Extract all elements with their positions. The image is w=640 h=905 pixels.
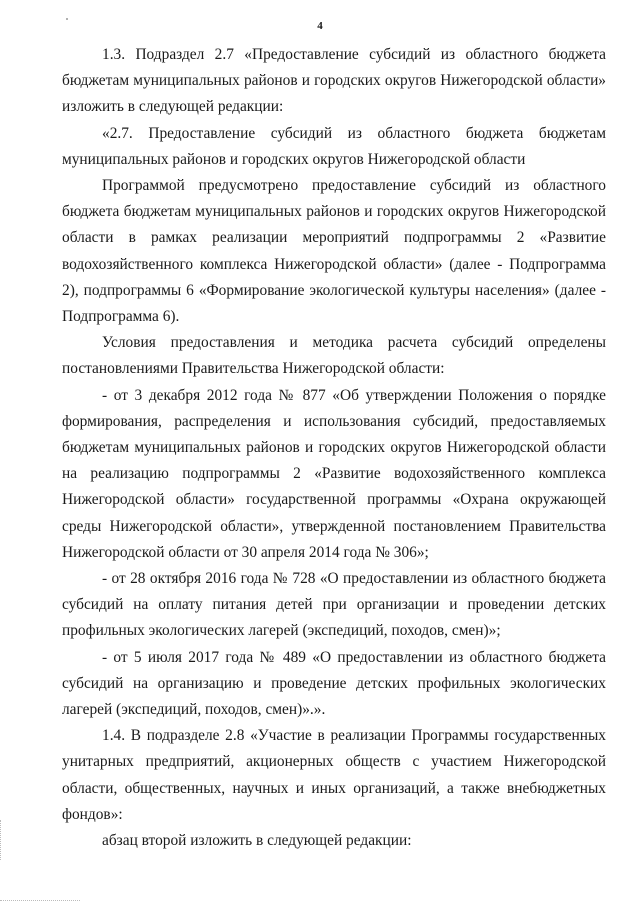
paragraph-second-para: абзац второй изложить в следующей редакции: <box>102 832 412 850</box>
list-item-decree-489: - от 5 июля 2017 года № 489 «О предоставлении из областного бюджета субсидий на организацию и проведение детских профильных экологических лагерей (экспедиций, походов, смен)».». <box>62 648 606 719</box>
scan-footer-marks <box>0 900 80 905</box>
list-item-decree-877: - от 3 декабря 2012 года № 877 «Об утверждении Положения о порядке формирования, распределения и использования субсидий, предоставляемых бюджетам муниципальных районов и городских округов Нижегородской области на реализацию подпрограммы 2 «Развитие водохозяйственного комплекса Нижегородской области» государственной программы «Охрана окружающей среды Нижегородской области», утвержденной постановлением Правительства Нижегородской области от 30 апреля 2014 года № 306»; <box>62 386 606 561</box>
list-item-decree-728: - от 28 октября 2016 года № 728 «О предоставлении из областного бюджета субсидий на оплату питания детей при организации и проведении детских профильных экологических лагерей (экспедиций, походов, смен)»; <box>62 570 606 640</box>
paragraph-2-7-heading: «2.7. Предоставление субсидий из областного бюджета бюджетам муниципальных районов и городских округов Нижегородской области <box>62 124 606 168</box>
paragraph-1-3: 1.3. Подраздел 2.7 «Предоставление субсидий из областного бюджета бюджетам муниципальных районов и городских округов Нижегородской области» изложить в следующей редакции: <box>62 46 606 116</box>
page-number: 4 <box>317 20 323 32</box>
paragraph-program-subsidies: Программой предусмотрено предоставление субсидий из областного бюджета бюджетам муниципальных районов и городских округов Нижегородской области в рамках реализации мероприятий подпрограммы 2 «Развитие водохозяйственного комплекса Нижегородской области» (далее - Подпрограмма 2), подпрограммы 6 «Формирование экологической культуры населения» (далее - Подпрограмма 6). <box>62 177 606 326</box>
paragraph-conditions: Условия предоставления и методика расчета субсидий определены постановлениями Правительства Нижегородской области: <box>62 334 606 378</box>
paragraph-1-4: 1.4. В подразделе 2.8 «Участие в реализации Программы государственных унитарных предприятий, акционерных обществ с участием Нижегородской области, общественных, научных и иных организаций, а также внебюджетных фондов»: <box>62 727 606 823</box>
scan-margin-marks <box>0 820 4 860</box>
document-body <box>62 42 606 854</box>
